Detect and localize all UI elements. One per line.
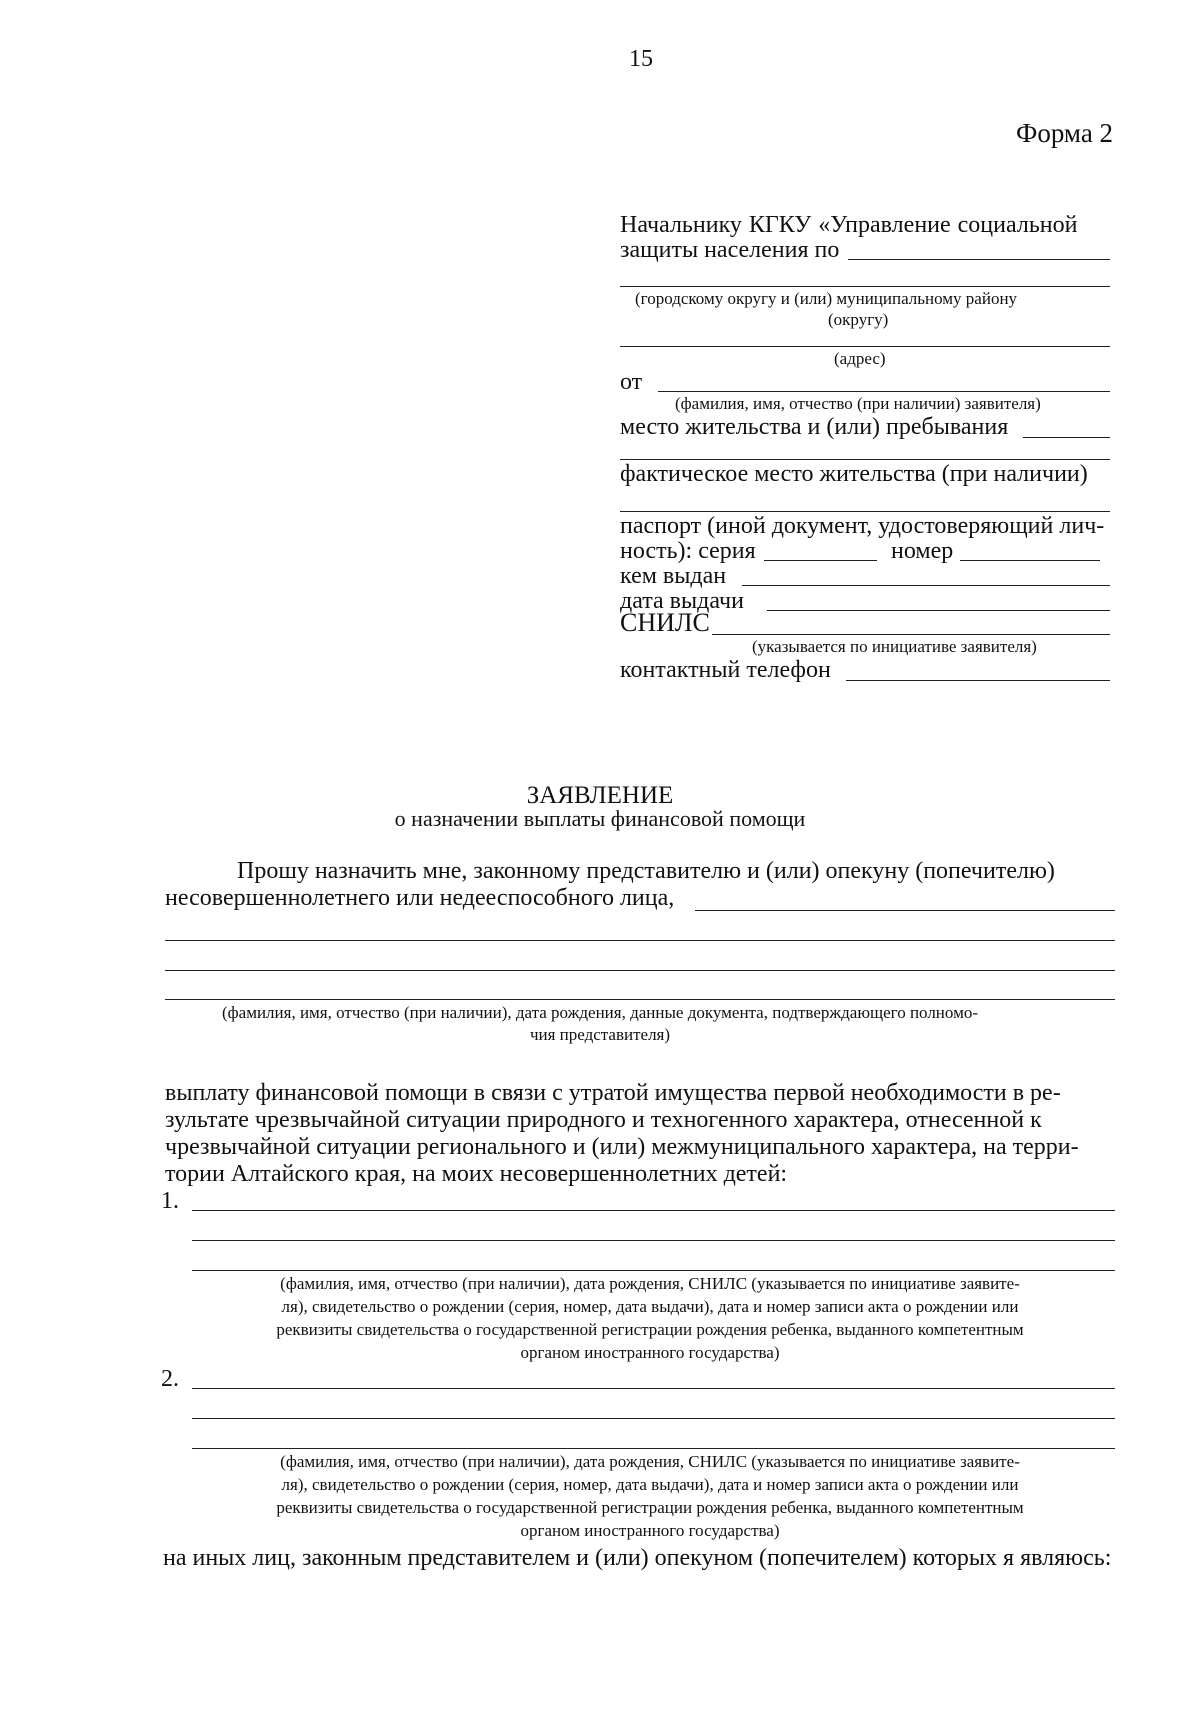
payment-line-1: выплату финансовой помощи в связи с утратой имущества первой необходимости в ре- <box>165 1080 1061 1106</box>
passport-label-1: паспорт (иной документ, удостоверяющий лич- <box>620 513 1105 539</box>
phone-label: контактный телефон <box>620 657 831 683</box>
representative-line-3 <box>165 970 1115 971</box>
caption-child-2-2: ля), свидетельство о рождении (серия, номер, дата выдачи), дата и номер записи акта о рождении или <box>281 1475 1019 1494</box>
child-2-line-3 <box>192 1448 1115 1449</box>
child-2-number: 2. <box>161 1366 179 1392</box>
representative-field-3[interactable] <box>165 944 1115 970</box>
child-2-field-3[interactable] <box>192 1422 1115 1448</box>
child-1-line-3 <box>192 1270 1115 1271</box>
caption-applicant: (фамилия, имя, отчество (при наличии) заявителя) <box>675 394 1041 413</box>
child-1-field-1[interactable] <box>192 1186 1115 1212</box>
caption-representative-2: чия представителя) <box>529 1025 671 1044</box>
caption-district-1: (городскому округу и (или) муниципальному району <box>635 289 1018 308</box>
representative-line-4 <box>165 999 1115 1000</box>
passport-label-2: ность): серия <box>620 538 756 564</box>
representative-line-2 <box>165 940 1115 941</box>
caption-district-2: (округу) <box>828 310 889 329</box>
passport-number-field[interactable] <box>960 536 1100 562</box>
payment-line-3: чрезвычайной ситуации регионального и (или) межмуниципального характера, на терри- <box>165 1134 1079 1160</box>
residence-field[interactable] <box>1023 413 1110 439</box>
passport-number-label: номер <box>891 538 954 564</box>
issued-by-label: кем выдан <box>620 563 727 589</box>
request-line-1: Прошу назначить мне, законному представителю и (или) опекуну (попечителю) <box>237 858 1055 884</box>
others-line: на иных лиц, законным представителем и (или) опекуном (попечителем) которых я являюсь: <box>163 1545 1112 1571</box>
addressee-line-2: защиты населения по <box>620 237 840 263</box>
residence-label: место жительства и (или) пребывания <box>620 414 1009 440</box>
applicant-name-field[interactable] <box>658 367 1110 393</box>
actual-residence-label: фактическое место жительства (при наличии) <box>620 461 1088 487</box>
payment-line-2: зультате чрезвычайной ситуации природного и техногенного характера, отнесенной к <box>165 1107 1042 1133</box>
caption-child-2-3: реквизиты свидетельства о государственной регистрации рождения ребенка, выданного компетентным <box>276 1498 1024 1517</box>
document-subtitle: о назначении выплаты финансовой помощи <box>394 806 806 831</box>
snils-label: СНИЛС <box>620 608 710 637</box>
caption-child-1-4: органом иностранного государства) <box>520 1343 780 1362</box>
district-field-2[interactable] <box>620 262 1110 288</box>
from-label: от <box>620 369 643 395</box>
issue-date-field[interactable] <box>767 586 1110 612</box>
phone-field[interactable] <box>846 656 1110 682</box>
child-1-number: 1. <box>161 1188 179 1214</box>
caption-child-1-2: ля), свидетельство о рождении (серия, номер, дата выдачи), дата и номер записи акта о рождении или <box>281 1297 1019 1316</box>
addressee-line-1: Начальнику КГКУ «Управление социальной <box>620 212 1078 238</box>
payment-line-4: тории Алтайского края, на моих несовершеннолетних детей: <box>165 1161 788 1187</box>
child-2-field-2[interactable] <box>192 1392 1115 1418</box>
caption-snils: (указывается по инициативе заявителя) <box>752 637 1037 656</box>
child-1-field-3[interactable] <box>192 1244 1115 1270</box>
representative-field-4[interactable] <box>165 973 1115 999</box>
caption-child-1-3: реквизиты свидетельства о государственной регистрации рождения ребенка, выданного компетентным <box>276 1320 1024 1339</box>
representative-field-2[interactable] <box>165 914 1115 940</box>
form-label: Форма 2 <box>1016 118 1114 148</box>
issued-by-field[interactable] <box>742 561 1110 587</box>
child-1-field-2[interactable] <box>192 1214 1115 1240</box>
representative-field-1[interactable] <box>695 886 1115 912</box>
page-number: 15 <box>629 46 653 72</box>
district-field[interactable] <box>848 235 1110 261</box>
issue-date-label: дата выдачи <box>620 588 744 614</box>
actual-residence-field[interactable] <box>620 487 1110 513</box>
request-line-2: несовершеннолетнего или недееспособного лица, <box>165 885 675 911</box>
document-title: ЗАЯВЛЕНИЕ <box>526 782 674 809</box>
caption-address: (адрес) <box>834 349 886 368</box>
child-2-field-1[interactable] <box>192 1364 1115 1390</box>
passport-series-field[interactable] <box>764 536 877 562</box>
caption-child-2-1: (фамилия, имя, отчество (при наличии), дата рождения, СНИЛС (указывается по инициативе заявите- <box>280 1452 1020 1471</box>
caption-child-2-4: органом иностранного государства) <box>520 1521 780 1540</box>
child-2-line-2 <box>192 1418 1115 1419</box>
snils-field[interactable] <box>712 610 1110 636</box>
caption-representative-1: (фамилия, имя, отчество (при наличии), дата рождения, данные документа, подтверждающего полномо- <box>221 1003 979 1022</box>
address-field[interactable] <box>620 322 1110 348</box>
child-1-line-2 <box>192 1240 1115 1241</box>
caption-child-1-1: (фамилия, имя, отчество (при наличии), дата рождения, СНИЛС (указывается по инициативе заявите- <box>280 1274 1020 1293</box>
